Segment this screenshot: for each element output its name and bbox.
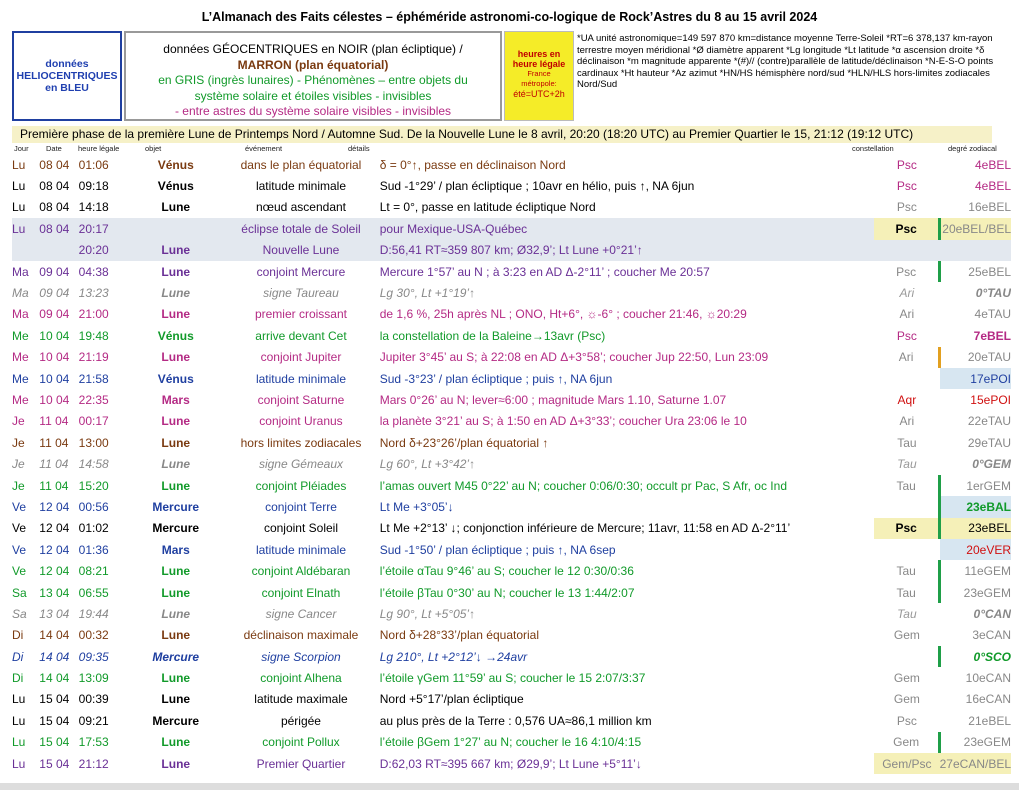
row-time: 13:23 <box>78 286 109 301</box>
row-day: Ma <box>12 286 29 301</box>
row-details: Lg 60°, Lt +3°42’↑ <box>379 457 476 472</box>
row-day: Lu <box>12 221 26 236</box>
table-row <box>12 539 1011 560</box>
row-degree <box>940 240 1011 261</box>
row-date: 09 04 <box>39 264 70 279</box>
row-object: Lune <box>161 200 191 215</box>
row-date: 12 04 <box>39 499 70 514</box>
row-event: éclipse totale de Soleil <box>241 221 361 236</box>
row-time: 20:17 <box>78 221 109 236</box>
row-constellation <box>874 368 939 389</box>
row-details: Lt Me +3°05’↓ <box>379 499 454 514</box>
row-degree: 4eTAU <box>974 307 1011 322</box>
row-day: Lu <box>12 692 26 707</box>
row-object: Mars <box>161 542 190 557</box>
row-date: 10 04 <box>39 350 70 365</box>
row-constellation: Tau <box>897 457 917 472</box>
table-row <box>12 347 1011 368</box>
row-event: conjoint Mercure <box>256 264 346 279</box>
geo-line-4: système solaire et étoiles visibles - invisibles <box>194 88 432 103</box>
row-object: Lune <box>161 307 191 322</box>
hl-line-4: métropole: <box>521 79 557 88</box>
row-details: Jupiter 3°45’ au S; à 22:08 en AD Δ+3°58’; coucher Jup 22:50, Lun 23:09 <box>379 350 769 365</box>
row-event: latitude minimale <box>255 542 346 557</box>
row-constellation: Gem/Psc <box>874 753 939 774</box>
row-event: signe Gémeaux <box>258 457 343 472</box>
row-date: 11 04 <box>39 457 69 472</box>
row-time: 01:36 <box>78 542 109 557</box>
row-event: Premier Quartier <box>256 756 346 771</box>
col-header-degree: degré zodiacal <box>948 144 997 153</box>
row-constellation: Gem <box>893 692 920 707</box>
row-time: 21:12 <box>78 756 109 771</box>
row-event: signe Cancer <box>265 606 337 621</box>
table-row <box>12 710 1011 731</box>
table-row <box>12 432 1011 453</box>
row-details: l’étoile βTau 0°30’ au N; coucher le 13 1:44/2:07 <box>379 585 635 600</box>
row-constellation <box>874 496 939 517</box>
row-degree: 7eBEL <box>973 328 1011 343</box>
row-details: Sud -3°23’ / plan écliptique ; puis ↑, NA 6jun <box>379 371 613 386</box>
col-header-day: Jour <box>14 144 29 153</box>
row-degree: 0°GEM <box>972 457 1011 472</box>
row-constellation: Psc <box>896 200 917 215</box>
table-row <box>12 667 1011 688</box>
row-time: 19:44 <box>78 606 109 621</box>
hl-line-5: été=UTC+2h <box>513 89 565 99</box>
row-constellation: Tau <box>874 560 939 581</box>
col-header-event: événement <box>245 144 283 153</box>
row-date: 14 04 <box>39 628 70 643</box>
row-event: conjoint Elnath <box>261 585 341 600</box>
row-object: Vénus <box>157 328 194 343</box>
row-details: δ = 0°↑, passe en déclinaison Nord <box>379 157 566 172</box>
row-degree: 4eBEL <box>974 179 1011 194</box>
row-event: Nouvelle Lune <box>262 243 340 258</box>
table-row <box>12 582 1011 603</box>
row-time: 00:39 <box>78 692 109 707</box>
table-row <box>12 603 1011 624</box>
hl-line-2: heure légale <box>512 59 566 69</box>
row-details: l’étoile βGem 1°27’ au N; coucher le 16 4:10/4:15 <box>379 735 642 750</box>
row-event: conjoint Alhena <box>260 671 342 686</box>
row-degree: 0°SCO <box>973 649 1011 664</box>
row-constellation: Tau <box>897 435 917 450</box>
table-row <box>12 218 1011 239</box>
row-constellation: Ari <box>899 286 915 301</box>
row-day: Me <box>12 392 29 407</box>
row-event: signe Taureau <box>263 286 339 301</box>
row-degree: 11eGEM <box>964 564 1011 579</box>
row-day: Di <box>12 671 24 686</box>
row-details: Lt Me +2°13’ ↓; conjonction inférieure de Mercure; 11avr, 11:58 en AD Δ-2°11’ <box>379 521 791 536</box>
row-constellation: Gem <box>893 671 920 686</box>
row-time: 08:21 <box>78 564 109 579</box>
row-day: Sa <box>12 585 27 600</box>
row-object: Vénus <box>157 157 194 172</box>
bottom-border <box>0 783 1019 790</box>
row-event: arrive devant Cet <box>255 328 347 343</box>
row-time: 09:21 <box>78 713 109 728</box>
row-time: 14:18 <box>78 200 109 215</box>
row-details: Nord δ+23°26’/plan équatorial ↑ <box>379 435 549 450</box>
row-details: Lg 90°, Lt +5°05’↑ <box>379 606 476 621</box>
row-date <box>39 240 78 261</box>
row-time: 21:58 <box>78 371 109 386</box>
row-constellation: Gem <box>874 732 939 753</box>
row-date: 11 04 <box>39 435 69 450</box>
row-constellation: Psc <box>896 328 917 343</box>
row-object: Lune <box>161 478 191 493</box>
row-time: 01:06 <box>78 157 109 172</box>
row-details: l’amas ouvert M45 0°22’ au N; coucher 0:06/0:30; occult pr Pac, S Afr, oc Ind <box>379 478 787 493</box>
table-row <box>12 154 1011 175</box>
row-day: Lu <box>12 735 26 750</box>
row-day: Ma <box>12 307 29 322</box>
col-header-time: heure légale <box>78 144 120 153</box>
row-time: 00:56 <box>78 499 109 514</box>
row-object: Lune <box>161 735 191 750</box>
table-row <box>12 282 1011 303</box>
row-day: Ve <box>12 542 27 557</box>
row-degree: 10eCAN <box>965 671 1011 686</box>
table-row <box>12 625 1011 646</box>
table-row <box>12 304 1011 325</box>
row-date: 12 04 <box>39 564 70 579</box>
row-degree: 23eGEM <box>963 735 1011 750</box>
row-degree: 23eBEL <box>940 518 1011 539</box>
row-date: 12 04 <box>39 542 70 557</box>
row-constellation: Gem <box>893 628 920 643</box>
col-header-constellation: constellation <box>852 144 894 153</box>
row-object: Lune <box>161 414 191 429</box>
row-constellation: Psc <box>874 218 939 239</box>
row-constellation: Psc <box>896 157 917 172</box>
table-row <box>12 197 1011 218</box>
row-degree: 0°TAU <box>975 286 1011 301</box>
row-time: 04:38 <box>78 264 109 279</box>
row-object: Lune <box>161 671 191 686</box>
row-date: 11 04 <box>39 478 69 493</box>
table-row <box>12 518 1011 539</box>
row-day: Lu <box>12 200 26 215</box>
row-object: Vénus <box>157 371 194 386</box>
row-event: conjoint Terre <box>265 499 337 514</box>
row-details: Sud -1°50’ / plan écliptique ; puis ↑, NA 6sep <box>379 542 616 557</box>
row-object: Lune <box>161 628 191 643</box>
row-event: nœud ascendant <box>255 200 346 215</box>
lunar-phase-banner: Première phase de la première Lune de Printemps Nord / Automne Sud. De la Nouvelle Lune le 8 avril, 20:20 (18:20 UTC) au Premier Quartier le 15, 21:12 (19:12 UTC) <box>12 126 992 143</box>
row-day: Je <box>12 414 25 429</box>
row-constellation: Ari <box>899 307 915 322</box>
geo-line-5: - entre astres du système solaire visibles - invisibles <box>174 104 452 118</box>
row-object: Lune <box>161 264 191 279</box>
row-day: Lu <box>12 713 26 728</box>
helio-legend-text: données HELIOCENTRIQUES en BLEU <box>16 58 118 94</box>
row-day: Lu <box>12 179 26 194</box>
row-time: 06:55 <box>78 585 109 600</box>
row-degree: 21eBEL <box>968 713 1011 728</box>
page-title: L’Almanach des Faits célestes – éphéméride astronomi-co-logique de Rock’Astres du 8 au 15 avril 2024 <box>201 10 818 24</box>
row-date: 13 04 <box>39 585 70 600</box>
row-day: Ma <box>12 264 29 279</box>
table-row <box>12 560 1011 581</box>
row-day: Me <box>12 350 29 365</box>
row-constellation: Tau <box>897 606 917 621</box>
row-time: 13:00 <box>78 435 109 450</box>
row-degree: 20eBEL/BEL <box>940 218 1011 239</box>
row-day: Di <box>12 628 24 643</box>
row-constellation <box>874 646 939 667</box>
row-constellation: Psc <box>896 179 917 194</box>
hl-line-3: France <box>527 69 551 78</box>
table-row <box>12 646 1011 667</box>
row-date: 10 04 <box>39 371 70 386</box>
row-event: conjoint Jupiter <box>260 350 342 365</box>
row-day: Sa <box>12 606 27 621</box>
row-degree: 3eCAN <box>972 628 1011 643</box>
row-time: 01:02 <box>78 521 109 536</box>
row-object: Vénus <box>157 179 194 194</box>
row-details: de 1,6 %, 25h après NL ; ONO, Ht+6°, ☼-6° ; coucher 21:46, ☼20:29 <box>379 307 747 322</box>
row-degree: 23eGEM <box>963 585 1011 600</box>
row-time: 19:48 <box>78 328 109 343</box>
geo-line-3: en GRIS (ingrès lunaires) - Phénomènes – entre objets du <box>158 73 468 87</box>
row-day: Me <box>12 328 29 343</box>
row-time: 13:09 <box>78 671 109 686</box>
row-degree: 16eCAN <box>965 692 1011 707</box>
row-degree: 29eTAU <box>967 435 1011 450</box>
row-event: latitude maximale <box>254 692 348 707</box>
helio-legend-box <box>12 31 122 121</box>
row-object: Lune <box>161 564 191 579</box>
row-event: latitude minimale <box>255 371 346 386</box>
row-details: Lt = 0°, passe en latitude écliptique Nord <box>379 200 596 215</box>
row-object: Lune <box>161 286 191 301</box>
row-date: 13 04 <box>39 606 70 621</box>
row-event: déclinaison maximale <box>243 628 359 643</box>
row-day <box>12 240 39 261</box>
row-time: 09:18 <box>78 179 109 194</box>
row-event: conjoint Saturne <box>257 392 345 407</box>
table-row <box>12 175 1011 196</box>
row-details: D:56,41 RT≈359 807 km; Ø32,9’; Lt Lune +0°21’↑ <box>379 243 643 258</box>
geo-legend-box <box>124 31 502 121</box>
row-date: 15 04 <box>39 735 70 750</box>
row-object: Lune <box>161 243 191 258</box>
row-constellation: Psc <box>874 518 939 539</box>
row-degree: 1erGEM <box>966 478 1011 493</box>
row-day: Je <box>12 435 25 450</box>
row-details: Nord δ+28°33’/plan équatorial <box>379 628 540 643</box>
row-details: la constellation de la Baleine→13avr (Psc) <box>379 328 606 343</box>
row-time: 21:19 <box>78 350 109 365</box>
row-object: Mercure <box>152 521 200 536</box>
table-row <box>12 453 1011 474</box>
row-event: latitude minimale <box>255 179 346 194</box>
row-object: Lune <box>161 606 191 621</box>
table-row <box>12 753 1011 774</box>
row-date: 10 04 <box>39 328 70 343</box>
row-time: 00:17 <box>78 414 109 429</box>
row-constellation <box>874 240 939 261</box>
row-object: Lune <box>161 457 191 472</box>
row-details: D:62,03 RT≈395 667 km; Ø29,9’; Lt Lune +5°11’↓ <box>379 756 642 771</box>
row-details: Lg 30°, Lt +1°19’↑ <box>379 286 476 301</box>
row-object: Mercure <box>152 713 200 728</box>
table-row <box>12 240 1011 261</box>
row-time: 15:20 <box>78 478 109 493</box>
row-date: 09 04 <box>39 307 70 322</box>
row-constellation: Tau <box>874 582 939 603</box>
row-details: au plus près de la Terre : 0,576 UA≈86,1 million km <box>379 713 652 728</box>
row-date: 08 04 <box>39 179 70 194</box>
row-time: 14:58 <box>78 457 109 472</box>
row-date: 14 04 <box>39 649 70 664</box>
row-time: 00:32 <box>78 628 109 643</box>
row-day: Ve <box>12 564 27 579</box>
row-constellation: Psc <box>874 261 939 282</box>
row-event: conjoint Aldébaran <box>251 564 351 579</box>
row-event: conjoint Uranus <box>259 414 343 429</box>
table-row <box>12 475 1011 496</box>
row-date: 15 04 <box>39 713 70 728</box>
row-details: Nord +5°17’/plan écliptique <box>379 692 524 707</box>
table-row <box>12 411 1011 432</box>
row-date: 15 04 <box>39 692 70 707</box>
row-event: conjoint Pléiades <box>255 478 347 493</box>
row-object <box>129 218 222 239</box>
row-date: 08 04 <box>39 200 70 215</box>
row-details: Mars 0°26’ au N; lever≈6:00 ; magnitude Mars 1.10, Saturne 1.07 <box>379 392 727 407</box>
table-row <box>12 689 1011 710</box>
row-details: Mercure 1°57’ au N ; à 3:23 en AD Δ-2°11’ ; coucher Me 20:57 <box>379 264 710 279</box>
row-day: Lu <box>12 756 26 771</box>
row-degree: 0°CAN <box>973 606 1011 621</box>
row-date: 10 04 <box>39 392 70 407</box>
row-date: 14 04 <box>39 671 70 686</box>
row-degree: 22eTAU <box>967 414 1011 429</box>
row-constellation: Psc <box>896 713 917 728</box>
row-day: Ve <box>12 521 27 536</box>
row-degree: 16eBEL <box>968 200 1011 215</box>
row-details: Lg 210°, Lt +2°12’↓ →24avr <box>379 649 528 664</box>
row-time: 22:35 <box>78 392 109 407</box>
table-row <box>12 732 1011 753</box>
row-degree: 20eTAU <box>967 350 1011 365</box>
row-degree: 15ePOI <box>970 392 1011 407</box>
row-degree: 4eBEL <box>974 157 1011 172</box>
row-time: 20:20 <box>78 243 109 258</box>
row-object: Lune <box>161 756 191 771</box>
table-row <box>12 368 1011 389</box>
row-day: Lu <box>12 157 26 172</box>
row-degree: 17ePOI <box>940 368 1011 389</box>
row-details: l’étoile αTau 9°46’ au S; coucher le 12 0:30/0:36 <box>379 564 634 579</box>
row-details: la planète 3°21’ au S; à 1:50 en AD Δ+3°33’; coucher Ura 23:06 le 10 <box>379 414 747 429</box>
row-degree: 20eVER <box>940 539 1011 560</box>
row-constellation: Aqr <box>897 392 917 407</box>
row-day: Ve <box>12 499 27 514</box>
row-constellation: Ari <box>899 414 915 429</box>
row-date: 08 04 <box>39 157 70 172</box>
row-day: Je <box>12 457 25 472</box>
row-date: 15 04 <box>39 756 70 771</box>
row-object: Mercure <box>152 499 200 514</box>
row-object: Lune <box>161 585 191 600</box>
table-row <box>12 325 1011 346</box>
row-time: 17:53 <box>78 735 109 750</box>
row-event: dans le plan équatorial <box>240 157 362 172</box>
row-date: 12 04 <box>39 521 70 536</box>
col-header-date: Date <box>46 144 62 153</box>
row-event: premier croissant <box>254 307 347 322</box>
row-time: 21:00 <box>78 307 109 322</box>
row-time: 09:35 <box>78 649 109 664</box>
row-degree: 25eBEL <box>968 264 1011 279</box>
table-row <box>12 261 1011 282</box>
row-details: l’étoile γGem 11°59’ au S; coucher le 15 2:07/3:37 <box>379 671 646 686</box>
geo-line-1: données GÉOCENTRIQUES en NOIR (plan écliptique) / <box>163 42 463 56</box>
row-day: Me <box>12 371 29 386</box>
row-day: Di <box>12 649 24 664</box>
row-details: Sud -1°29’ / plan écliptique ; 10avr en hélio, puis ↑, NA 6jun <box>379 179 695 194</box>
row-event: périgée <box>280 713 321 728</box>
col-header-details: détails <box>348 144 370 153</box>
row-event: hors limites zodiacales <box>240 435 362 450</box>
ephemeris-table <box>12 154 1011 774</box>
row-degree: 27eCAN/BEL <box>940 753 1011 774</box>
row-constellation: Ari <box>874 347 939 368</box>
row-event: conjoint Soleil <box>263 521 338 536</box>
row-event: signe Scorpion <box>261 649 341 664</box>
row-date: 09 04 <box>39 286 70 301</box>
row-date: 11 04 <box>39 414 69 429</box>
row-object: Lune <box>161 692 191 707</box>
row-event: conjoint Pollux <box>262 735 340 750</box>
row-constellation: Tau <box>874 475 939 496</box>
table-row <box>12 389 1011 410</box>
table-row <box>12 496 1011 517</box>
row-details: pour Mexique-USA-Québec <box>379 221 528 236</box>
legal-time-box <box>504 31 574 121</box>
row-object: Lune <box>161 435 191 450</box>
row-constellation <box>874 539 939 560</box>
row-degree: 23eBAL <box>940 496 1011 517</box>
row-object: Mercure <box>152 649 200 664</box>
row-object: Lune <box>161 350 191 365</box>
row-date: 08 04 <box>39 221 70 236</box>
abbreviation-legend: *UA unité astronomique=149 597 870 km=distance moyenne Terre-Soleil *RT=6 378,137 km-rayon terrestre moyen méridional *Ø diamètre apparent *Lg longitude *Lt latitude *α ascension droite *δ déclinaison *m magnitude apparente *(#)// (contre)parallèle de latitude/déclinaison *N-E-S-O points cardinaux *Ht hauteur *Az azimut *HN/HS hémisphère nord/sud *HLN/HLS hors-limites zodiacales Nord/Sud <box>577 33 994 90</box>
row-day: Je <box>12 478 25 493</box>
geo-line-2: MARRON (plan équatorial) <box>237 57 389 72</box>
hl-line-1: heures en <box>517 49 561 59</box>
row-object: Mars <box>161 392 190 407</box>
col-header-object: objet <box>145 144 162 153</box>
